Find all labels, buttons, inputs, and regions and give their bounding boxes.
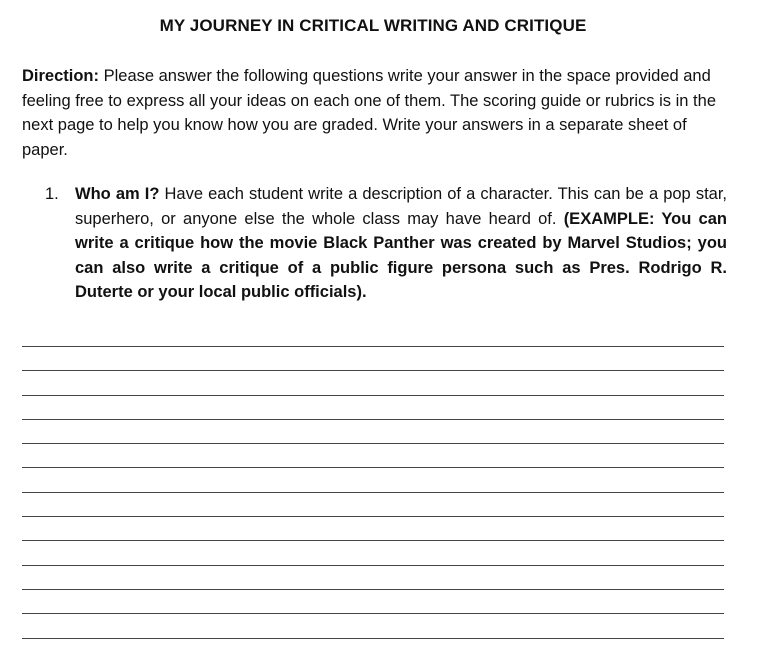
question-body [75,182,727,305]
question-number: 1. [45,185,59,203]
answer-line [22,419,724,420]
document-title: MY JOURNEY IN CRITICAL WRITING AND CRITIQUE [159,16,587,35]
answer-lines [22,346,724,662]
answer-line [22,613,724,614]
question-item [45,182,727,305]
direction-label: Direction: [22,67,100,85]
answer-line [22,565,724,566]
answer-line [22,370,724,371]
question-example: (EXAMPLE: You can write a critique how the movie Black Panther was created by Marvel Studios; you can also write a critique of a public figure persona such as Pres. Rodrigo R. Duterte or your local public officials). [75,209,727,301]
answer-line [22,540,724,541]
answer-line [22,346,724,347]
direction-text: Please answer the following questions write your answer in the space provided and feeling free to express all your ideas on each one of them. The scoring guide or rubrics is in the next page to help you know how you are graded. Write your answers in a separate sheet of paper. [22,67,716,159]
question-lead: Who am I? [75,185,160,203]
answer-line [22,589,724,590]
answer-line [22,516,724,517]
answer-line [22,638,724,639]
question-text: Have each student write a description of a character. This can be a pop star, superhero, or anyone else the whole class may have heard of. [75,185,727,228]
answer-line [22,443,724,444]
answer-line [22,492,724,493]
answer-line [22,467,724,468]
direction-paragraph [22,64,730,162]
answer-line [22,395,724,396]
